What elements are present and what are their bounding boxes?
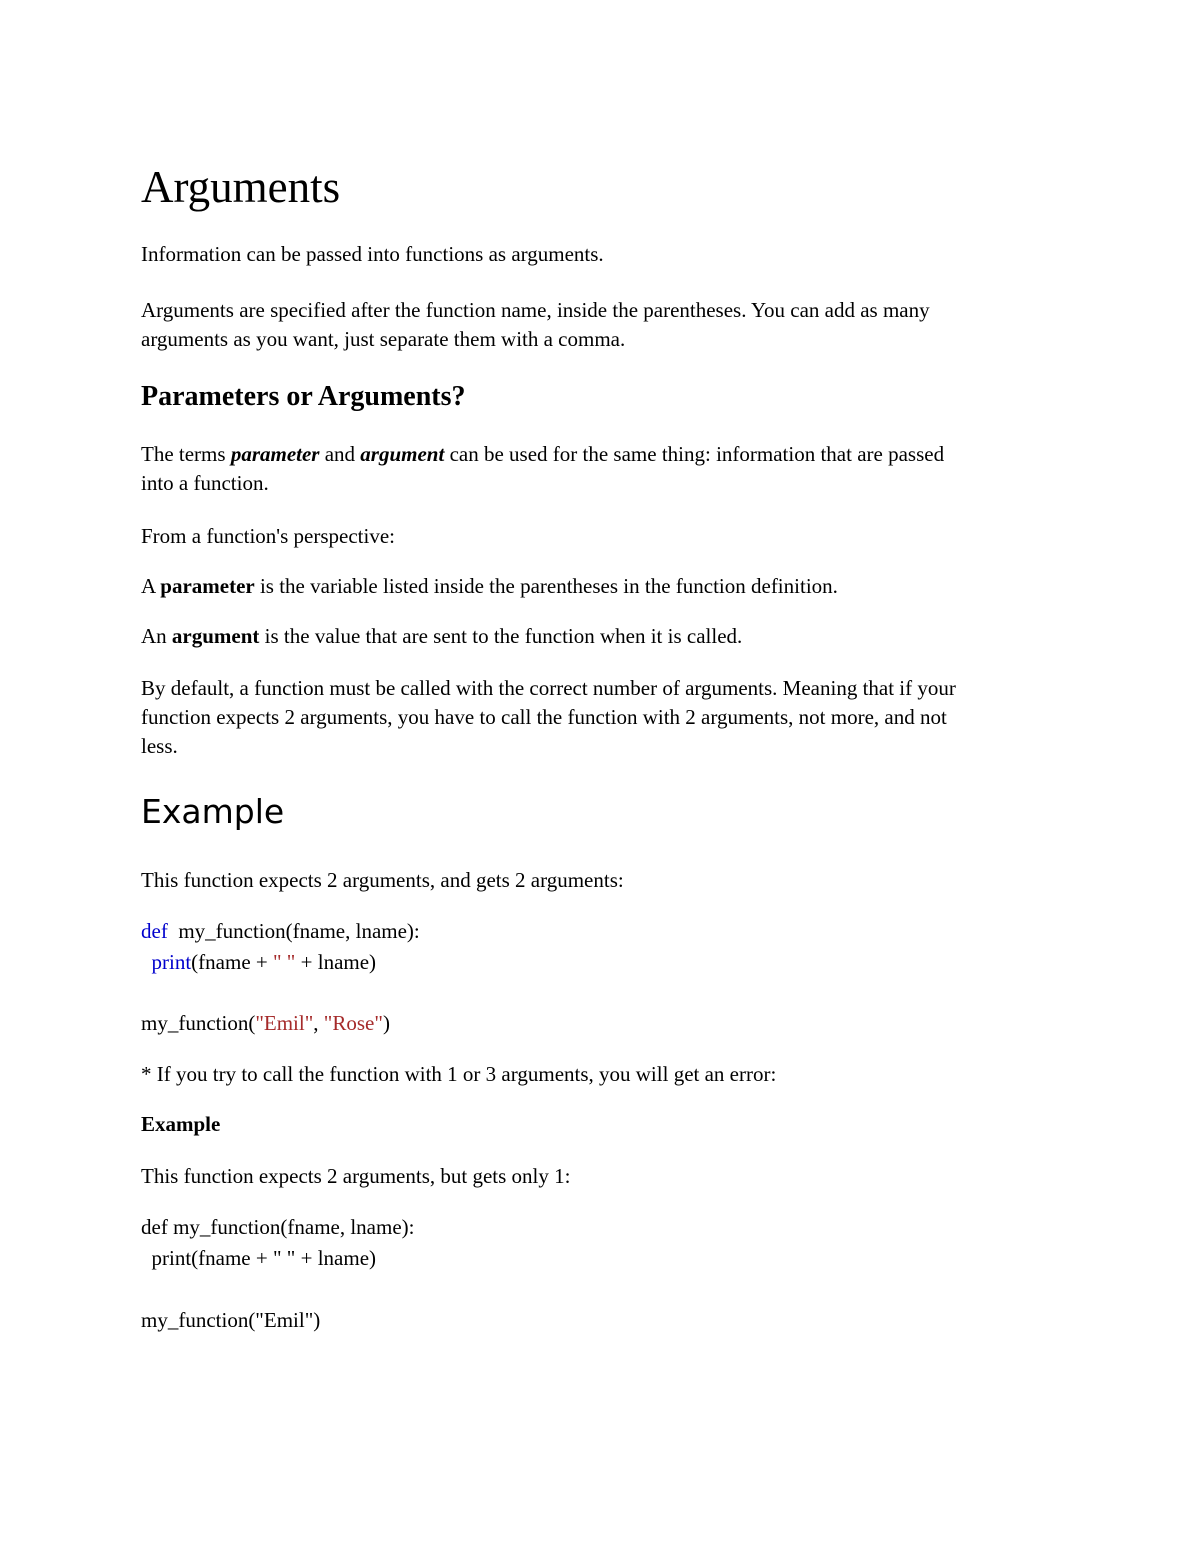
terms-line-2: into a function.	[141, 471, 269, 495]
code-string: "Emil"	[255, 1011, 314, 1035]
intro-paragraph: Information can be passed into functions as arguments.	[141, 242, 604, 266]
example-2-code-call: my_function("Emil")	[141, 1308, 321, 1332]
example-2-code-block	[141, 1212, 414, 1274]
default-line-2: function expects 2 arguments, you have to call the function with 2 arguments, not more, and not	[141, 705, 947, 729]
term-parameter: parameter	[230, 442, 320, 466]
perspective-paragraph: From a function's perspective:	[141, 524, 395, 548]
code-line: def my_function(fname, lname):	[141, 1215, 415, 1239]
default-paragraph	[141, 674, 956, 761]
argument-definition	[141, 622, 742, 651]
definition-text: A	[141, 574, 161, 598]
code-def-signature: my_function(fname, lname):	[167, 919, 420, 943]
terms-text: and	[319, 442, 361, 466]
terms-text: can be used for the same thing: information that are passed	[444, 442, 945, 466]
definition-text: is the value that are sent to the function when it is called.	[259, 624, 743, 648]
code-indent	[141, 950, 152, 974]
example-code-call	[141, 1008, 390, 1039]
definition-text: An	[141, 624, 172, 648]
specified-paragraph	[141, 296, 930, 354]
parameter-definition	[141, 572, 838, 601]
code-text: my_function(	[141, 1011, 256, 1035]
terms-paragraph	[141, 440, 944, 498]
terms-text: The terms	[141, 442, 231, 466]
argument-term: argument	[171, 624, 260, 648]
specified-line-1: Arguments are specified after the function name, inside the parentheses. You can add as many	[141, 298, 930, 322]
code-def-keyword: def	[141, 919, 168, 943]
example-2-description: This function expects 2 arguments, but gets only 1:	[141, 1164, 571, 1188]
default-line-3: less.	[141, 734, 178, 758]
code-string: " "	[272, 950, 296, 974]
code-text: (fname +	[191, 950, 273, 974]
code-text: )	[382, 1011, 390, 1035]
page-title: Arguments	[141, 162, 341, 212]
code-text: ,	[313, 1011, 324, 1035]
term-argument: argument	[360, 442, 445, 466]
parameter-term: parameter	[160, 574, 255, 598]
example-code-block	[141, 916, 420, 978]
section-heading: Parameters or Arguments?	[141, 381, 466, 412]
code-string: "Rose"	[323, 1011, 383, 1035]
code-line: print(fname + " " + lname)	[141, 1246, 377, 1270]
definition-text: is the variable listed inside the parentheses in the function definition.	[254, 574, 838, 598]
error-note: * If you try to call the function with 1 or 3 arguments, you will get an error:	[141, 1062, 777, 1086]
example-2-heading: Example	[141, 1112, 221, 1136]
code-print-keyword: print	[151, 950, 192, 974]
default-line-1: By default, a function must be called with the correct number of arguments. Meaning that if your	[141, 676, 956, 700]
code-text: + lname)	[295, 950, 377, 974]
example-heading: Example	[141, 792, 285, 831]
example-description: This function expects 2 arguments, and gets 2 arguments:	[141, 868, 624, 892]
specified-line-2: arguments as you want, just separate them with a comma.	[141, 327, 626, 351]
